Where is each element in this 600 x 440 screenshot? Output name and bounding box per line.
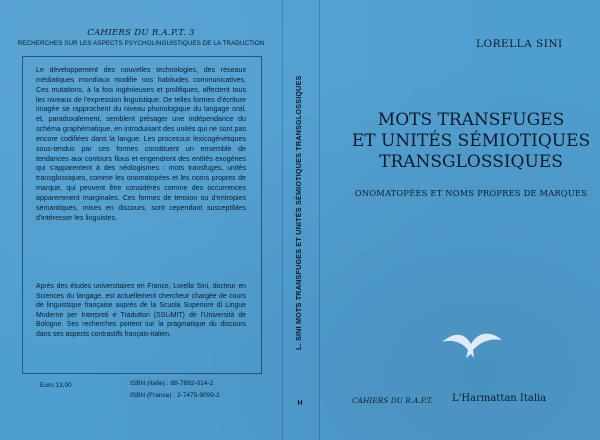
series-subtitle: RECHERCHES SUR LES ASPECTS PSYCHOLINGUISTIQUES DE LA TRADUCTION xyxy=(17,40,265,47)
bird-icon xyxy=(440,320,504,372)
spine-publisher-mark: H xyxy=(297,400,303,407)
title-line: ET UNITÉS SÉMIOTIQUES xyxy=(351,131,591,151)
title-line: TRANSGLOSSIQUES xyxy=(379,152,563,172)
back-cover-blurb: Le développement des nouvelles technologies, des réseaux médiatiques mondiaux modifie nos habitudes communicatives. Ces mutations, à la fois ingénieuses et prolifiques, affectent tous les niveaux de l'expression linguistique. De telles formes d'écriture imagée se rapprochent du niveau phonologique du langage oral, et, paradoxalement, semblent présager une indépendance du schéma graphématique, en introduisant des unités qui ne sont pas encore codifiées dans la langue. Les processus lexicogénétiques sous-tendus par ces formes constituent un ensemble de tendances aux contours flous et engendrent des entités exogènes qui s'apparentent à des néologismes : mots transfuges, unités transglossiques, comme les onomatopées et les noms propres de marque, qui peuvent être considérés comme des occurrences apparemment marginales. Ces formes de tension ou d'entropies sémantiques, mises en discours, sont cependant susceptibles d'intéresser les linguistes. xyxy=(36,66,246,222)
front-cover xyxy=(318,0,600,440)
series-title: CAHIERS DU R.A.P.T. 3 xyxy=(87,28,195,38)
book-subtitle: ONOMATOPÉES ET NOMS PROPRES DE MARQUES xyxy=(354,188,588,198)
price: Euro 13,00 xyxy=(40,382,72,389)
title-line: MOTS TRANSFUGES xyxy=(377,110,565,130)
spine-title: L. SINI MOTS TRANSFUGES ET UNITÉS SÉMIOTIQUES TRANSGLOSSIQUES xyxy=(294,75,303,350)
author-bio: Après des études universitaires en France, Lorella Sini, docteur en Sciences du langage, est actuellement chercheur chargée de cours de linguistique française auprès de la Scuola Superiore di Lingue Moderne per Interpreti e Traduttori (SSLiMIT) de l'Università de Bologne. Ses recherches portent sur la pragmatique du discours dans ses aspects contrastifs français-italien. xyxy=(36,283,246,338)
isbn-france: ISBN (France) : 2-7475-9099-2 xyxy=(130,392,220,399)
publisher-series: CAHIERS DU R.A.P.T. xyxy=(352,396,433,405)
publisher-name: L'Harmattan Italia xyxy=(452,393,547,404)
author-name: LORELLA SINI xyxy=(476,38,563,50)
book-title xyxy=(346,110,596,173)
isbn-italie: ISBN (Italie) : 88-7892-014-2 xyxy=(130,380,214,387)
